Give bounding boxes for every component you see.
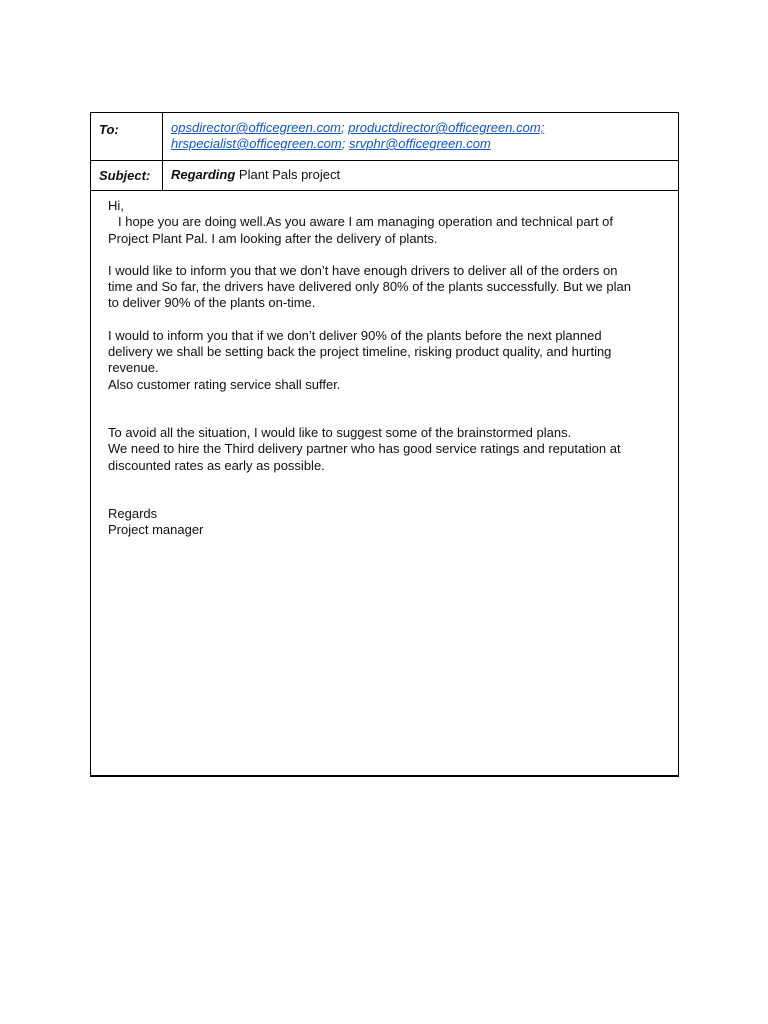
body-line: revenue.: [108, 360, 159, 376]
to-row: [91, 113, 678, 161]
to-label: To:: [91, 113, 163, 160]
recipient-separator: ;: [341, 136, 346, 151]
subject-text: Plant Pals project: [238, 167, 341, 182]
recipient-link-opsdirector[interactable]: opsdirector@officegreen.com: [171, 120, 341, 135]
recipient-link-hrspecialist[interactable]: hrspecialist@officegreen.com: [171, 136, 342, 151]
closing: Regards: [108, 505, 158, 521]
body-line: delivery we shall be setting back the project timeline, risking product quality, and hurting: [108, 344, 612, 360]
body-line: I hope you are doing well.As you aware I am managing operation and technical part of: [118, 214, 614, 230]
body-line: time and So far, the drivers have delivered only 80% of the plants successfully. But we plan: [108, 279, 631, 295]
body-line: Project Plant Pal. I am looking after the delivery of plants.: [108, 230, 438, 246]
body-line: to deliver 90% of the plants on-time.: [108, 295, 316, 311]
recipient-link-srvphr[interactable]: srvphr@officegreen.com: [348, 136, 491, 151]
body-line: discounted rates as early as possible.: [108, 457, 325, 473]
body-line: To avoid all the situation, I would like to suggest some of the brainstormed plans.: [108, 424, 572, 440]
subject-field[interactable]: [163, 161, 678, 190]
email-form: [90, 112, 679, 777]
signature: Project manager: [108, 522, 204, 538]
subject-row: [91, 161, 678, 191]
recipients-field[interactable]: [163, 113, 678, 160]
subject-lead: Regarding: [171, 167, 236, 182]
subject-label: Subject:: [91, 161, 163, 190]
body-line: Also customer rating service shall suffer.: [108, 376, 341, 392]
body-line: I would like to inform you that we don’t have enough drivers to deliver all of the orders on: [108, 262, 618, 278]
body-line: We need to hire the Third delivery partner who has good service ratings and reputation at: [108, 441, 621, 457]
greeting: Hi,: [108, 198, 124, 213]
recipient-link-productdirector[interactable]: productdirector@officegreen.com;: [348, 120, 545, 135]
message-body[interactable]: [91, 191, 678, 538]
body-line: I would to inform you that if we don’t deliver 90% of the plants before the next planned: [108, 327, 602, 343]
recipient-separator: ;: [341, 120, 345, 135]
